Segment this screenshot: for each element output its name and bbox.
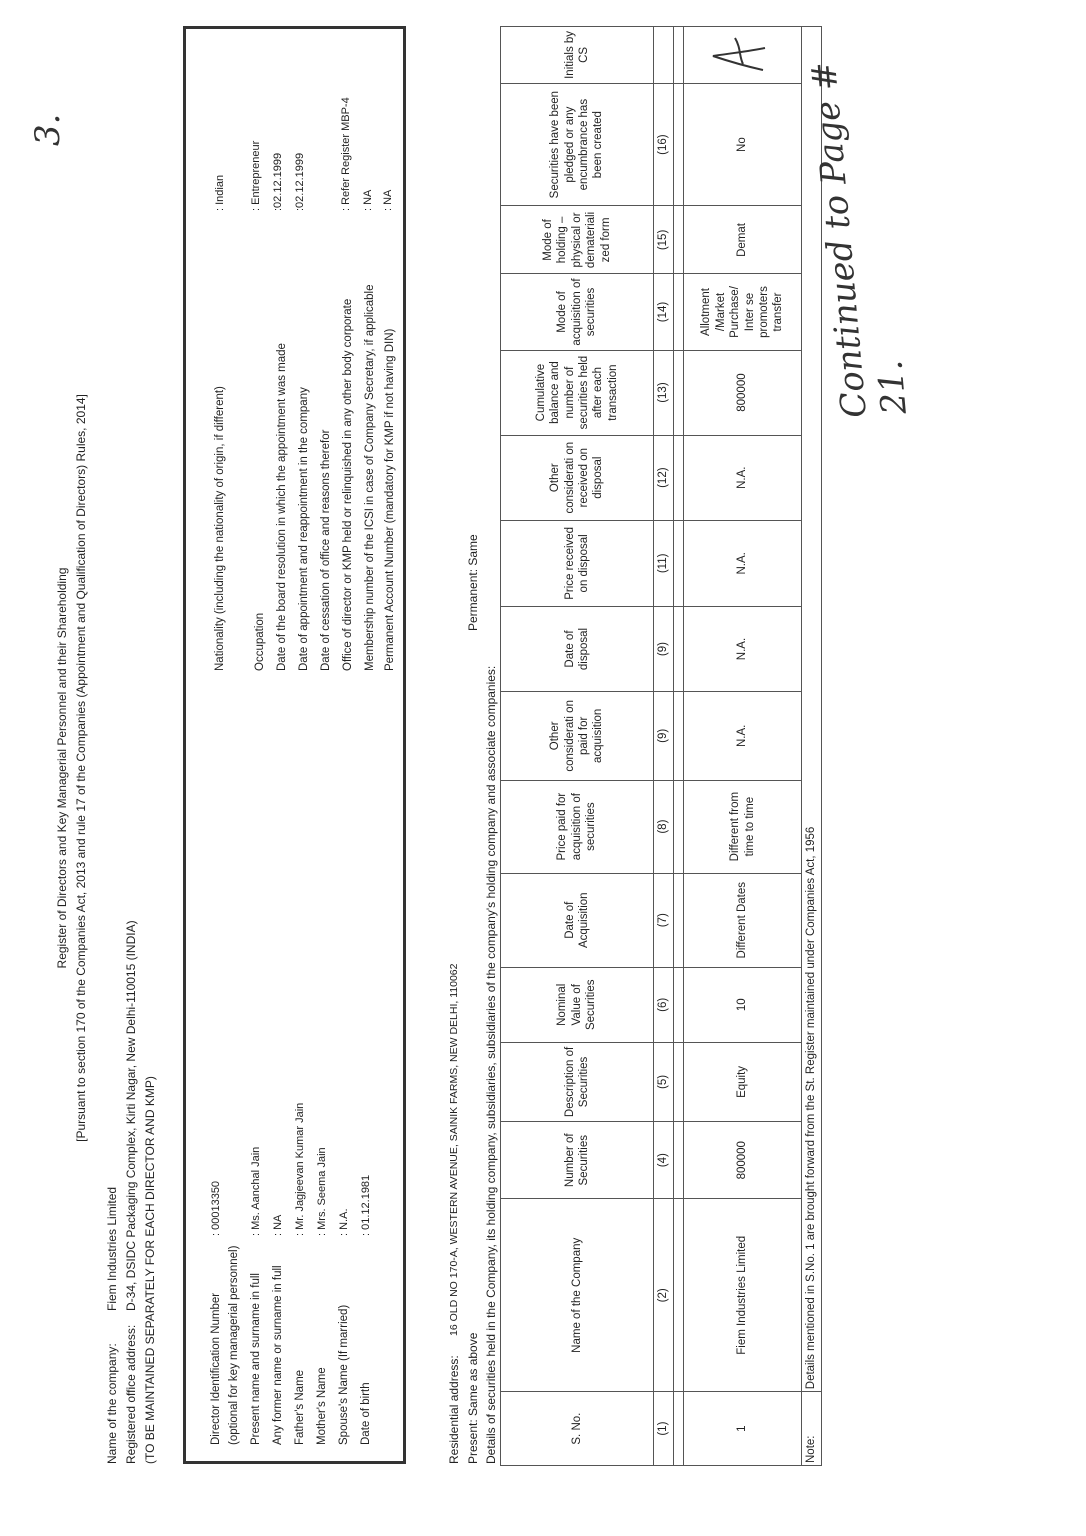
row-cell: N.A.	[684, 606, 802, 691]
header-cell: Price received on disposal	[501, 520, 654, 606]
row-cell: 1	[684, 1392, 802, 1466]
note-text: Details mentioned in S.No. 1 are brought forward from the St. Register maintained under Companies Act, 1956	[802, 27, 822, 1392]
row-cell: Different from time to time	[684, 780, 802, 873]
nationality-label: Nationality (including the nationality of origin, if different)	[214, 386, 226, 671]
header-cell: Mode of acquisition of securities	[501, 274, 654, 350]
row-cell: 10	[684, 967, 802, 1042]
board-resolution-value: :02.12.1999	[272, 152, 284, 211]
row-cell: Fiem Industries Limited	[684, 1199, 802, 1392]
registered-office-label: Registered office address:	[124, 1324, 138, 1464]
column-number-cell: (5)	[654, 1042, 674, 1121]
former-name-value: : NA	[272, 1214, 284, 1236]
column-number-cell: (9)	[654, 692, 674, 781]
residential-label: Residential address:	[447, 1355, 461, 1464]
company-name-label: Name of the company:	[105, 1343, 119, 1464]
row-cell: N.A.	[684, 520, 802, 606]
handwritten-page-number: 3.	[28, 113, 68, 146]
company-name-value: Fiem Industries Limited	[105, 1186, 119, 1311]
register-subtitle: [Pursuant to section 170 of the Companies Act, 2013 and rule 17 of the Companies (Appointment and Qualification of Directors) Rules, 2014]	[74, 394, 88, 1142]
cs-initials-cell	[684, 27, 802, 84]
occupation-label: Occupation	[254, 612, 266, 671]
row-cell: Allotment /Market Purchase/ Inter se promoters transfer	[684, 274, 802, 350]
header-cell: Name of the Company	[501, 1199, 654, 1392]
table-caption: Details of securities held in the Company, its holding company, subsidiaries, subsidiaries of the company's holding company and associate companies:	[484, 665, 498, 1464]
pan-value: : NA	[382, 189, 394, 211]
residential-value: 16 OLD NO 170-A, WESTERN AVENUE, SAINIK FARMS, NEW DELHI, 110062	[448, 963, 460, 1336]
column-number-cell: (15)	[654, 206, 674, 274]
spouse-name-label: Spouse's Name (If married)	[338, 1304, 350, 1445]
row-cell: N.A.	[684, 435, 802, 520]
registered-office-value: D-34, DSIDC Packaging Complex, Kirti Nagar, New Delhi-110015 (INDIA)	[124, 920, 138, 1311]
din-value: : 00013350	[210, 1180, 222, 1236]
cs-initials-signature-icon	[705, 32, 775, 78]
header-cell: Mode of holding – physical or demateriali zed form	[501, 206, 654, 274]
icsi-value: : NA	[362, 189, 374, 211]
other-office-label: Office of director or KMP held or relinquished in any other body corporate	[342, 298, 354, 671]
din-sublabel: (optional for key managerial personnel)	[228, 1245, 240, 1445]
spacer-row	[674, 27, 684, 1466]
column-number-row	[654, 27, 674, 1466]
header-cell: Nominal Value of Securities	[501, 967, 654, 1042]
column-number-cell: (12)	[654, 435, 674, 520]
row-cell: Equity	[684, 1042, 802, 1121]
mother-name-value: : Mrs. Seema Jain	[316, 1147, 328, 1236]
column-number-cell: (6)	[654, 967, 674, 1042]
other-office-value: : Refer Register MBP-4	[340, 97, 352, 211]
maintain-note: (TO BE MAINTAINED SEPARATELY FOR EACH DIRECTOR AND KMP)	[143, 1076, 157, 1464]
father-name-label: Father's Name	[294, 1369, 306, 1445]
dob-label: Date of birth	[360, 1382, 372, 1445]
header-cell: S. No.	[501, 1392, 654, 1466]
header-cell: Other considerati on received on disposal	[501, 435, 654, 520]
icsi-label: Membership number of the ICSI in case of Company Secretary, if applicable	[364, 284, 376, 671]
appointment-label: Date of appointment and reappointment in the company	[298, 387, 310, 671]
row-cell: Different Dates	[684, 873, 802, 967]
row-cell: No	[684, 83, 802, 206]
mother-name-label: Mother's Name	[316, 1367, 328, 1445]
column-number-cell: (14)	[654, 274, 674, 350]
handwritten-continued-note: Continued to Page # 21.	[804, 60, 915, 420]
column-number-cell: (13)	[654, 350, 674, 435]
column-number-cell: (11)	[654, 520, 674, 606]
present-name-label: Present name and surname in full	[250, 1273, 262, 1445]
occupation-value: : Entrepreneur	[250, 140, 262, 211]
father-name-value: : Mr. Jagjeevan Kumar Jain	[294, 1102, 306, 1236]
row-cell: 800000	[684, 350, 802, 435]
table-header-row	[501, 27, 654, 1466]
table-row	[684, 27, 802, 1466]
row-cell: N.A.	[684, 692, 802, 781]
column-number-cell: (4)	[654, 1122, 674, 1199]
former-name-label: Any former name or surname in full	[272, 1265, 284, 1445]
column-number-cell: (1)	[654, 1392, 674, 1466]
header-cell: Price paid for acquisition of securities	[501, 780, 654, 873]
column-number-cell: (2)	[654, 1199, 674, 1392]
row-cell: Demat	[684, 206, 802, 274]
column-number-cell: (16)	[654, 83, 674, 206]
cessation-label: Date of cessation of office and reasons therefor	[320, 429, 332, 671]
dob-value: : 01.12.1981	[360, 1174, 372, 1236]
register-title: Register of Directors and Key Managerial Personnel and their Shareholding	[55, 567, 69, 969]
permanent-address: Permanent: Same	[466, 534, 480, 631]
column-number-cell: (7)	[654, 873, 674, 967]
spouse-name-value: : N.A.	[338, 1208, 350, 1236]
appointment-value: :02.12.1999	[294, 152, 306, 211]
header-cell: Date of Acquisition	[501, 873, 654, 967]
header-cell: Other considerati on paid for acquisition	[501, 692, 654, 781]
din-label: Director Identification Number	[210, 1292, 222, 1445]
column-number-cell	[654, 27, 674, 84]
header-cell: Description of Securities	[501, 1042, 654, 1121]
pan-label: Permanent Account Number (mandatory for KMP if not having DIN)	[384, 328, 396, 671]
director-details-box	[183, 26, 406, 1464]
header-cell: Initials by CS	[501, 27, 654, 84]
header-cell: Date of disposal	[501, 606, 654, 691]
row-cell: 800000	[684, 1122, 802, 1199]
board-resolution-label: Date of the board resolution in which the appointment was made	[276, 343, 288, 671]
header-cell: Cumulative balance and number of securities held after each transaction	[501, 350, 654, 435]
column-number-cell: (9)	[654, 606, 674, 691]
column-number-cell: (8)	[654, 780, 674, 873]
present-address: Present: Same as above	[466, 1332, 480, 1464]
nationality-value: : Indian	[214, 174, 226, 211]
header-cell: Securities have been pledged or any encumbrance has been created	[501, 83, 654, 206]
securities-table	[500, 26, 822, 1466]
present-name-value: : Ms. Aanchal Jain	[250, 1146, 262, 1236]
header-cell: Number of Securities	[501, 1122, 654, 1199]
note-label: Note:	[802, 1392, 822, 1466]
note-row	[802, 27, 822, 1466]
